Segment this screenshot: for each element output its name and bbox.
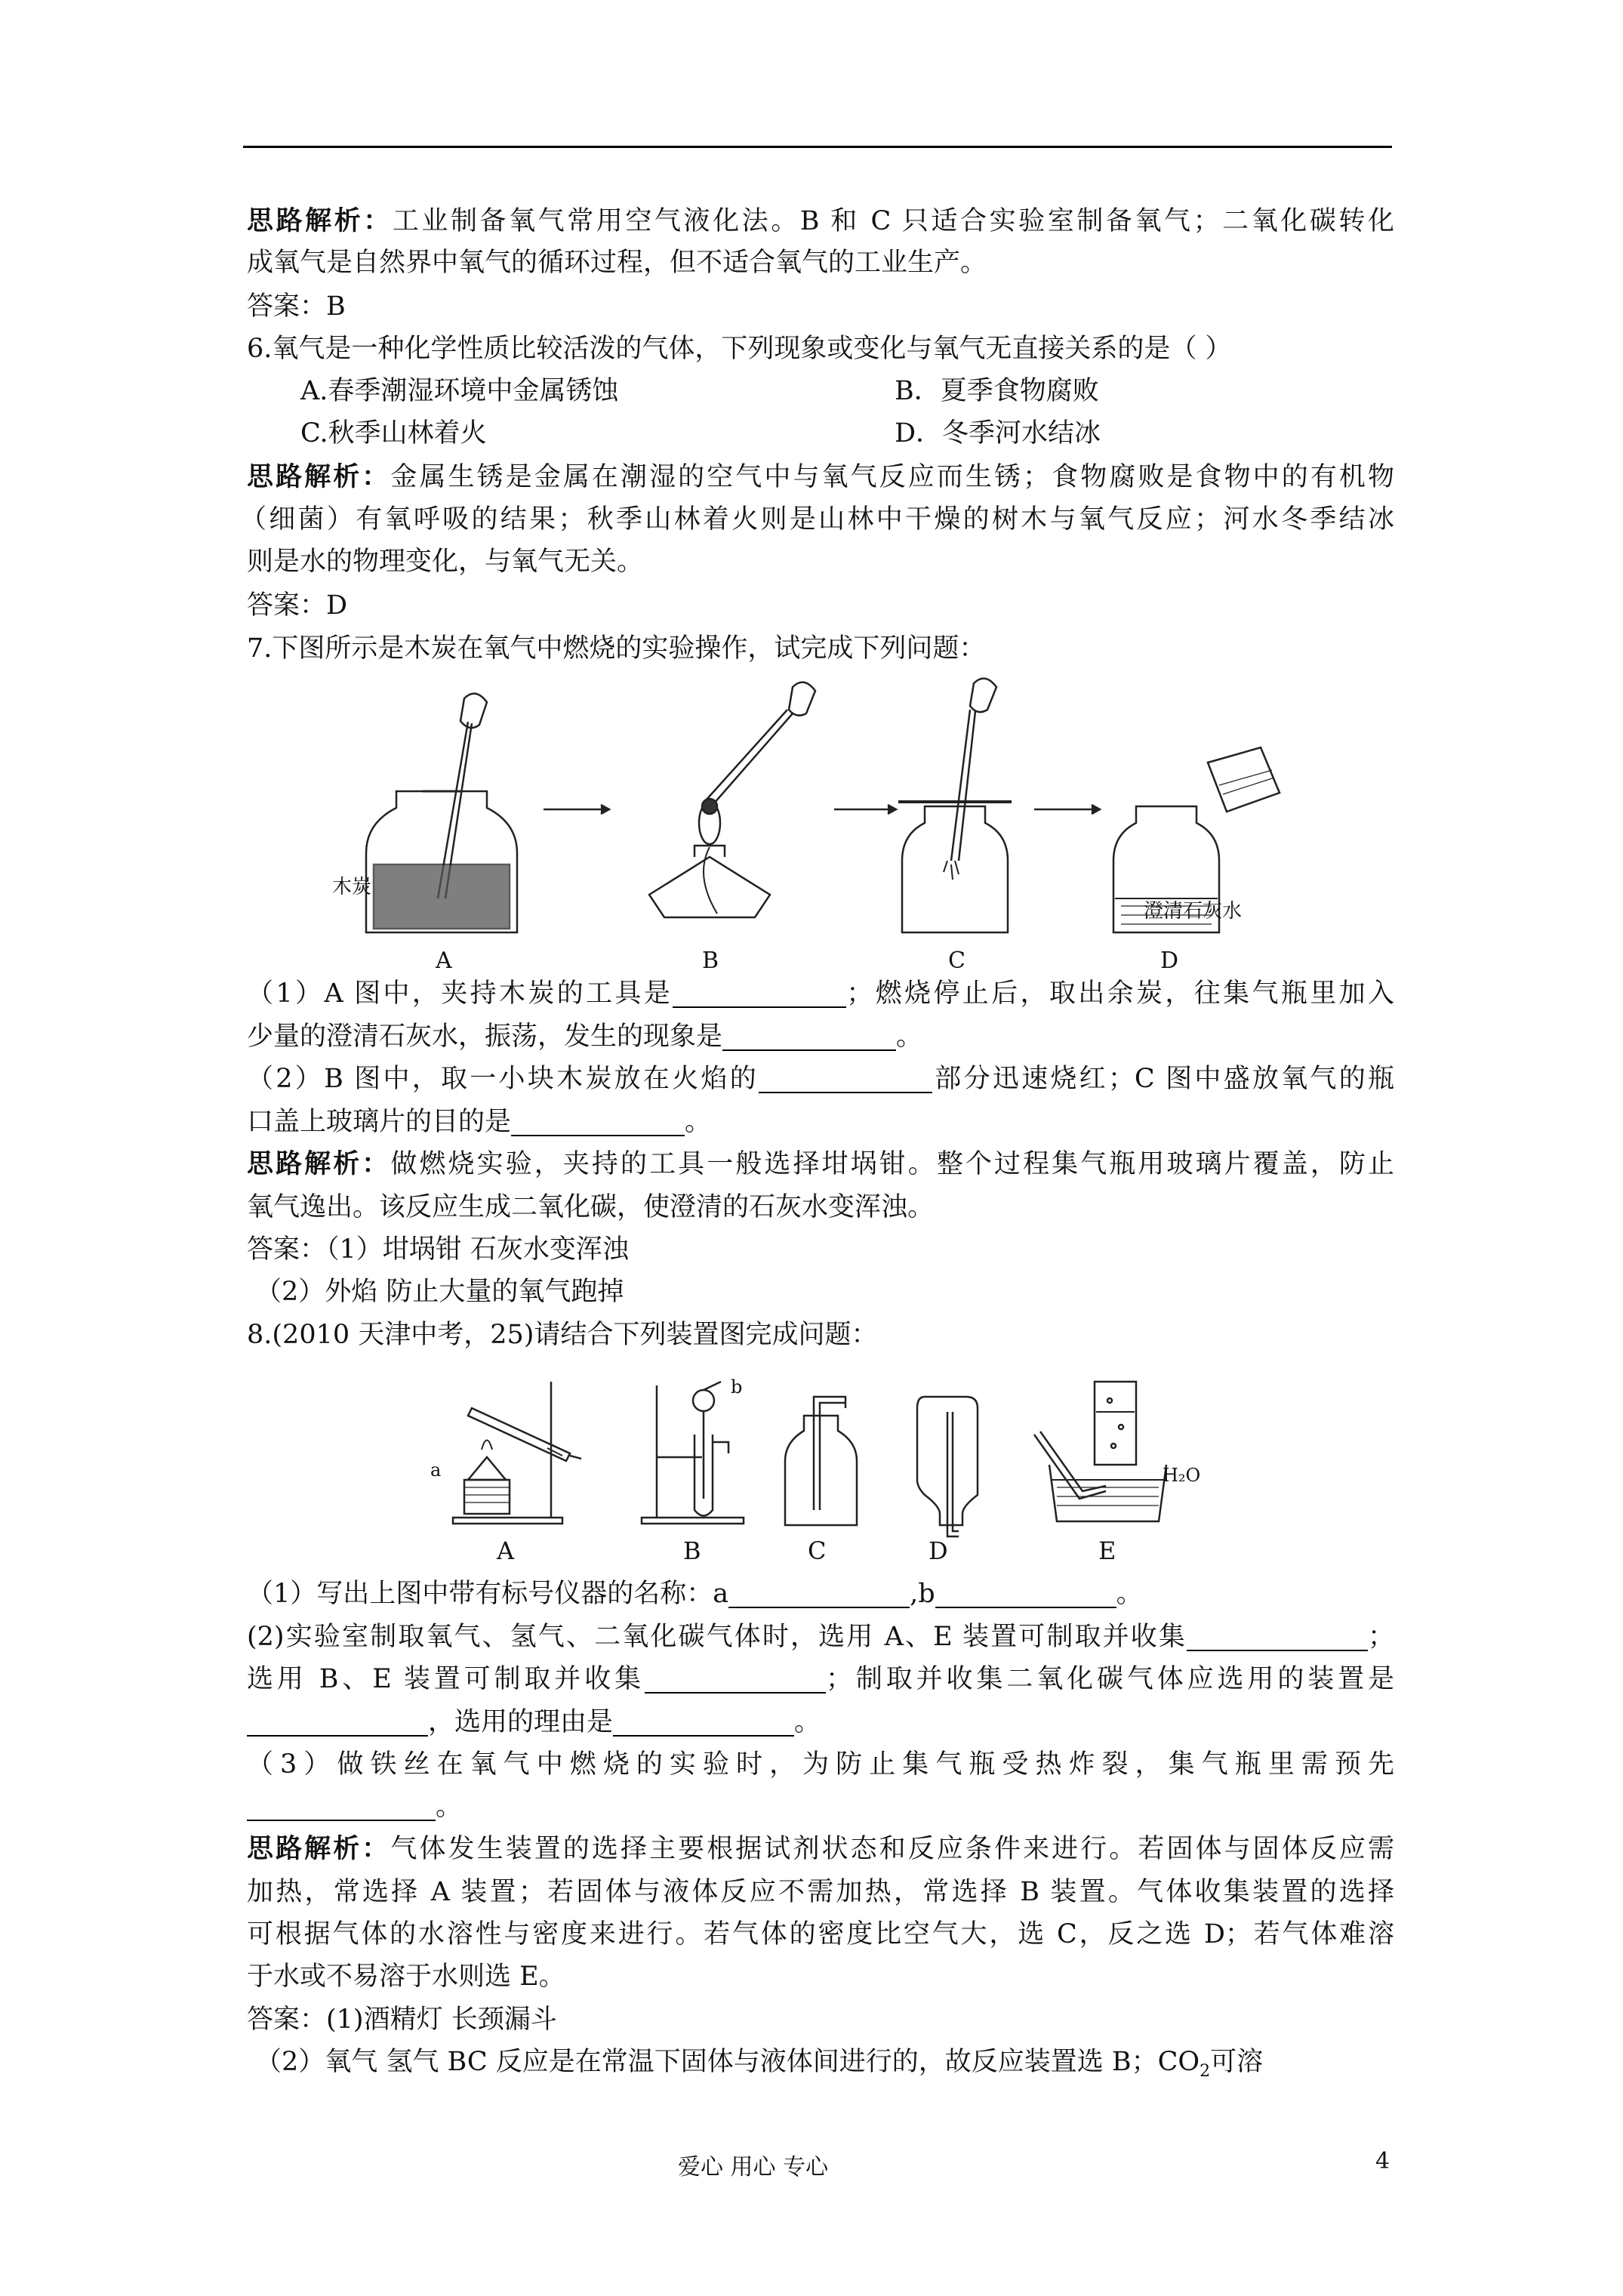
answer-blank[interactable]: [935, 1581, 1116, 1608]
q7-analysis-line-1: 思路解析：做燃烧实验，夹持的工具一般选择坩埚钳。整个过程集气瓶用玻璃片覆盖，防止: [247, 1148, 1394, 1179]
q5-answer: 答案：B: [247, 291, 346, 322]
figure-label-d: D: [1160, 948, 1179, 974]
burning-charcoal-icon: [702, 799, 717, 814]
answer-blank[interactable]: [728, 1581, 910, 1608]
apparatus-label-e: E: [1098, 1536, 1116, 1565]
q6-option-a: A.春季潮湿环境中金属锈蚀: [300, 376, 619, 406]
q7-sub2-line-2: 口盖上玻璃片的目的是 。: [247, 1107, 712, 1137]
q8-analysis-line-2: 加热，常选择 A 装置；若固体与液体反应不需加热，常选择 B 装置。气体收集装置的选择: [247, 1877, 1394, 1907]
q8-sub3-line-1: （3）做铁丝在氧气中燃烧的实验时，为防止集气瓶受热炸裂，集气瓶里需预先: [247, 1749, 1394, 1780]
charcoal-pile-icon: [374, 864, 510, 929]
q6-option-c: C.秋季山林着火: [300, 418, 487, 448]
header-rule: [243, 146, 1392, 148]
q6-stem: 6.氧气是一种化学性质比较活泼的气体，下列现象或变化与氧气无直接关系的是（ ）: [247, 334, 1232, 364]
mark-b: b: [731, 1376, 743, 1398]
answer-blank[interactable]: [673, 981, 846, 1008]
q7-sub1-line-2: 少量的澄清石灰水，振荡，发生的现象是 。: [247, 1022, 923, 1052]
footer-motto: 爱心 用心 专心: [678, 2154, 829, 2180]
q7-analysis-line-2: 氧气逸出。该反应生成二氧化碳，使澄清的石灰水变浑浊。: [247, 1192, 935, 1222]
q6-answer: 答案：D: [247, 590, 348, 621]
q8-analysis-line-1: 思路解析：气体发生装置的选择主要根据试剂状态和反应条件来进行。若固体与固体反应需: [247, 1833, 1394, 1864]
analysis-label: 思路解析：: [247, 205, 393, 236]
apparatus-label-a: A: [497, 1536, 515, 1565]
figure-label-c: C: [948, 948, 965, 974]
q7-sub2-line-1: （2）B 图中，取一小块木炭放在火焰的 部分迅速烧红；C 图中盛放氧气的瓶: [247, 1064, 1394, 1094]
charcoal-label: 木炭: [332, 876, 372, 898]
q5-analysis-line-2: 成氧气是自然界中氧气的循环过程，但不适合氧气的工业生产。: [247, 248, 987, 278]
q8-sub2-line-3: ，选用的理由是 。: [247, 1706, 1394, 1738]
page-number: 4: [1375, 2148, 1390, 2174]
q8-sub2-line-2: 选用 B、E 装置可制取并收集 ；制取并收集二氧化碳气体应选用的装置是: [247, 1664, 1394, 1694]
q6-option-d: D．冬季河水结冰: [895, 418, 1101, 448]
water-label: H₂O: [1163, 1465, 1201, 1486]
answer-blank[interactable]: [759, 1066, 932, 1093]
answer-blank[interactable]: [722, 1024, 896, 1051]
apparatus-figure: [430, 1367, 1230, 1567]
limewater-label: 澄清石灰水: [1144, 900, 1243, 923]
q6-option-b: B．夏季食物腐败: [895, 376, 1099, 406]
q6-analysis-line-1: 思路解析：金属生锈是金属在潮湿的空气中与氧气反应而生锈；食物腐败是食物中的有机物: [247, 461, 1394, 492]
q8-sub3-line-2: 。: [247, 1791, 1394, 1823]
q7-answer-2: （2）外焰 防止大量的氧气跑掉: [255, 1277, 624, 1307]
answer-blank[interactable]: [645, 1666, 826, 1693]
q8-analysis-line-3: 可根据气体的水溶性与密度来进行。若气体的密度比空气大，选 C，反之选 D；若气体难溶: [247, 1919, 1394, 1949]
answer-blank[interactable]: [247, 1794, 436, 1821]
q8-stem: 8.(2010 天津中考，25)请结合下列装置图完成问题：: [247, 1320, 878, 1350]
q8-answer-2: （2）氧气 氢气 BC 反应是在常温下固体与液体间进行的，故反应装置选 B；$CO_2$可溶: [255, 2047, 1264, 2081]
apparatus-label-b: B: [683, 1536, 701, 1565]
q6-analysis-line-2: （细菌）有氧呼吸的结果；秋季山林着火则是山林中干燥的树木与氧气反应；河水冬季结冰: [240, 504, 1394, 535]
q7-stem: 7.下图所示是木炭在氧气中燃烧的实验操作，试完成下列问题：: [247, 633, 986, 664]
q8-analysis-line-4: 于水或不易溶于水则选 E。: [247, 1962, 565, 1992]
figure-label-a: A: [436, 948, 452, 974]
answer-blank[interactable]: [247, 1709, 428, 1737]
apparatus-label-d: D: [929, 1536, 948, 1565]
q6-analysis-line-3: 则是水的物理变化，与氧气无关。: [247, 547, 644, 577]
q8-answer-1: 答案：(1)酒精灯 长颈漏斗: [247, 2005, 557, 2035]
answer-blank[interactable]: [613, 1709, 794, 1737]
apparatus-label-c: C: [808, 1536, 827, 1565]
charcoal-combustion-figure: [332, 672, 1306, 974]
q7-sub1-line-1: （1）A 图中，夹持木炭的工具是 ；燃烧停止后，取出余炭，往集气瓶里加入: [247, 978, 1394, 1009]
q8-sub1: （1）写出上图中带有标号仪器的名称：a ,b 。: [247, 1579, 1143, 1609]
q5-analysis-line-1: 思路解析：工业制备氧气常用空气液化法。B 和 C 只适合实验室制备氧气；二氧化碳转化: [247, 205, 1394, 236]
figure-label-b: B: [702, 948, 719, 974]
q8-sub2-line-1: (2)实验室制取氧气、氢气、二氧化碳气体时，选用 A、E 装置可制取并收集 ；: [247, 1622, 1394, 1652]
answer-blank[interactable]: [511, 1109, 685, 1136]
mark-a: a: [430, 1459, 442, 1481]
answer-blank[interactable]: [1187, 1624, 1368, 1651]
q7-answer-1: 答案：（1）坩埚钳 石灰水变浑浊: [247, 1234, 629, 1265]
